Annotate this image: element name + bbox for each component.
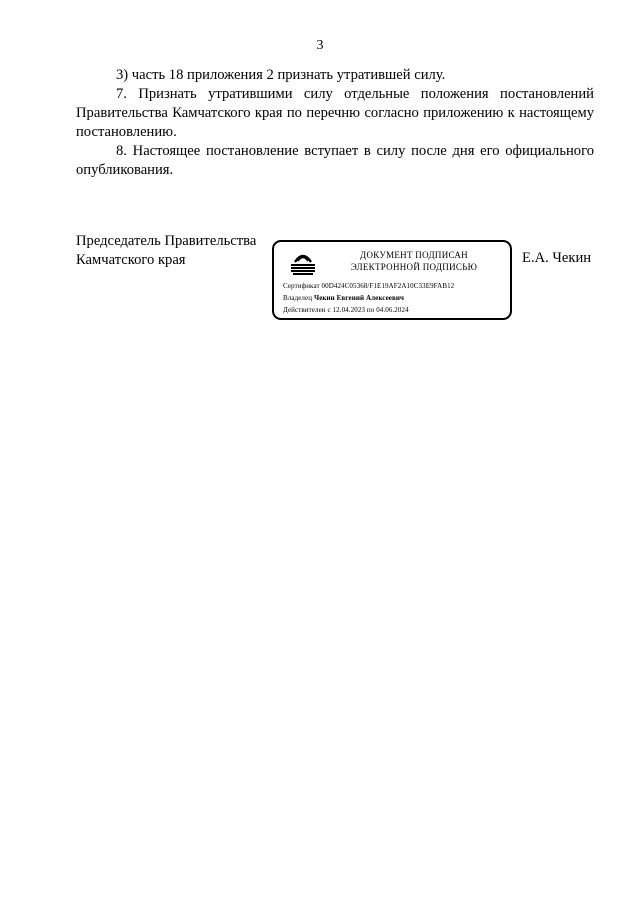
electronic-signature-stamp — [272, 240, 512, 320]
owner-label: Владелец — [283, 294, 313, 302]
paragraph-item-8: 8. Настоящее постановление вступает в силу после дня его официального опубликования. — [76, 143, 594, 178]
signatory-name: Е.А. Чекин — [522, 250, 592, 266]
signatory-title — [76, 232, 256, 270]
stamp-certificate — [283, 282, 454, 290]
stamp-owner — [283, 294, 404, 302]
document-body — [76, 66, 594, 180]
stamp-title — [322, 249, 506, 273]
emblem-icon — [288, 248, 318, 278]
owner-value: Чекин Евгений Алексеевич — [313, 294, 405, 302]
signatory-title-line1: Председатель Правительства — [76, 233, 257, 249]
paragraph-item-7: 7. Признать утратившими силу отдельные положения постановлений Правительства Камчатского края по перечню согласно приложению к настоящему постановлению. — [76, 86, 594, 140]
certificate-value: 00D424C05368/F1E19AF2A10C33E9FAB12 — [321, 282, 455, 290]
certificate-label: Сертификат — [283, 282, 320, 290]
stamp-title-line1: ДОКУМЕНТ ПОДПИСАН — [360, 250, 468, 260]
stamp-title-line2: ЭЛЕКТРОННОЙ ПОДПИСЬЮ — [350, 262, 478, 272]
stamp-validity: Действителен с 12.04.2023 по 04.06.2024 — [283, 306, 409, 314]
page-number: 3 — [316, 38, 324, 53]
paragraph-item-3: 3) часть 18 приложения 2 признать утратившей силу. — [116, 67, 446, 83]
signatory-title-line2: Камчатского края — [76, 252, 186, 268]
